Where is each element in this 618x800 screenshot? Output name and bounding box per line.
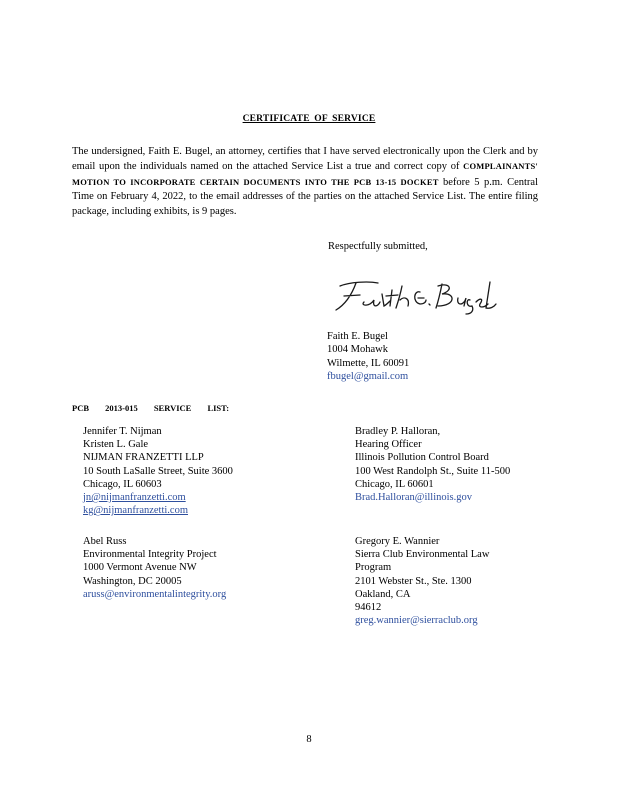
recipient-line: Chicago, IL 60601 [355,478,434,490]
recipient-line: 10 South LaSalle Street, Suite 3600 [83,465,233,477]
recipient-line: Gregory E. Wannier [355,536,440,547]
recipient-line: 1000 Vermont Avenue NW [83,562,197,574]
signer-street: 1004 Mohawk [327,344,388,356]
recipient-email-link[interactable]: kg@nijmanfranzetti.com [83,505,189,517]
recipient-line: 100 West Randolph St., Suite 11-500 [355,465,511,477]
certification-paragraph [72,145,538,219]
recipient-email-link[interactable]: aruss@environmentalintegrity.org [83,588,227,600]
handwritten-signature [330,276,500,316]
recipient-halloran [355,425,510,504]
closing-line: Respectfully submitted, [328,241,428,252]
recipient-line: Environmental Integrity Project [83,549,217,561]
recipient-line: Bradley P. Halloran, [355,426,441,437]
recipient-russ [83,535,226,601]
recipient-nijman [83,425,233,517]
recipient-line: 2101 Webster St., Ste. 1300 [355,575,472,587]
signer-block [327,330,409,383]
recipient-wannier [355,535,489,627]
recipient-line: Abel Russ [83,536,127,547]
recipient-line: Sierra Club Environmental Law [355,549,490,561]
certification-text-part1: The undersigned, Faith E. Bugel, an attorney, certifies that I have served electronically upon the Clerk and by email upon the individuals named on the attached Service List a true and correct copy of [72,146,538,173]
page-number: 8 [306,734,312,745]
recipient-line: Hearing Officer [355,439,422,451]
recipient-line: 94612 [355,602,382,614]
recipient-line: Chicago, IL 60603 [83,478,162,490]
recipient-line: Program [355,562,392,574]
signer-city: Wilmette, IL 60091 [327,357,410,369]
motion-title: COMPLAINANTS' MOTION TO INCORPORATE CERTAIN DOCUMENTS INTO THE PCB 13-15 DOCKET [72,161,538,187]
recipient-email-link[interactable]: jn@nijmanfranzetti.com [83,492,186,504]
service-list-header: PCB 2013-015 SERVICE LIST: [72,403,230,413]
recipient-line: Kristen L. Gale [83,439,149,451]
recipient-line: Washington, DC 20005 [83,575,182,587]
recipient-line: Oakland, CA [355,588,411,600]
recipient-line: NIJMAN FRANZETTI LLP [83,452,204,464]
certification-text-part2: before 5 p.m. Central Time on February 4, 2022, to the email addresses of the parties on the attached Service List. The entire filing package, including exhibits, is 9 pages. [72,176,538,217]
recipient-email-link[interactable]: greg.wannier@sierraclub.org [355,615,478,627]
recipient-line: Illinois Pollution Control Board [355,452,489,464]
signer-email-link[interactable]: fbugel@gmail.com [327,370,409,382]
document-title: CERTIFICATE OF SERVICE [242,114,376,124]
signer-name: Faith E. Bugel [327,331,388,342]
recipient-line: Jennifer T. Nijman [83,426,162,437]
recipient-email-link[interactable]: Brad.Halloran@illinois.gov [355,492,472,504]
